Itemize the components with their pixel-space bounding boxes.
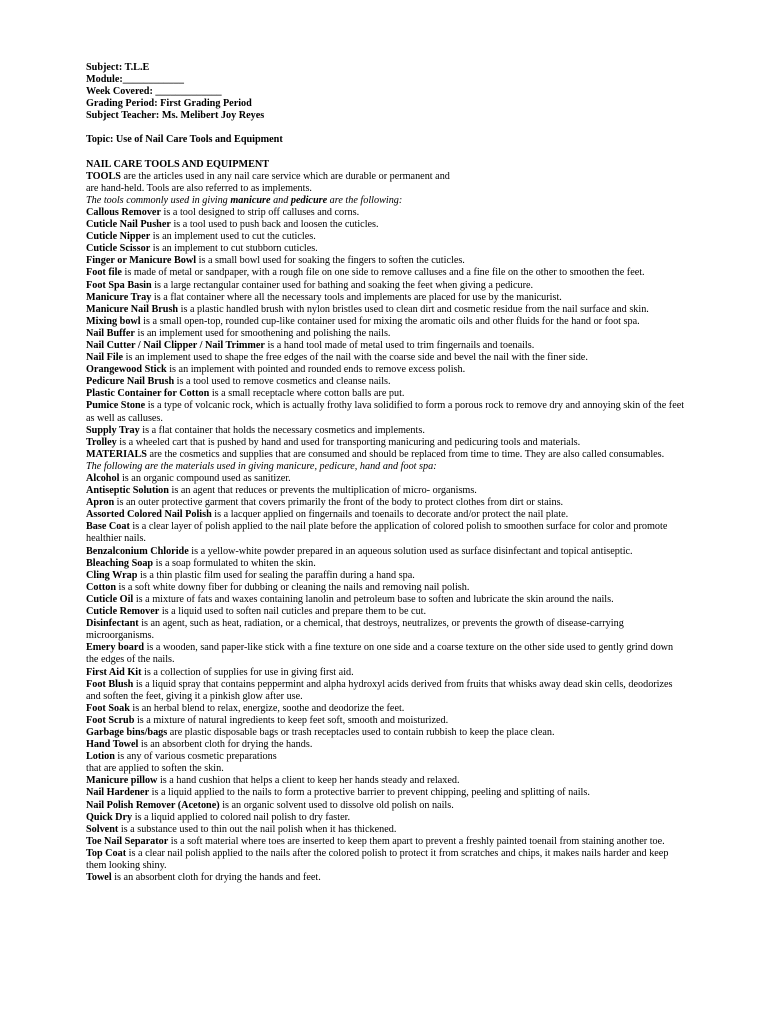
tool-entry-text: is an implement used to cut the cuticles. (150, 231, 316, 243)
material-entry-text: is a lacquer applied on fingernails and toenails to decorate and/or protect the nail plate. (211, 509, 569, 521)
tool-entry-term: Pumice Stone (86, 400, 146, 412)
tool-entry-text: is an implement used to shape the free edges of the nail with the coarse side and bevel the nail with the finer side. (123, 352, 588, 364)
material-entry (86, 667, 688, 679)
tool-entry (86, 243, 688, 255)
tools-intro-mid: and (270, 194, 291, 206)
tool-entry (86, 425, 688, 437)
tools-definition-continued: are hand-held. Tools are also referred to as implements. (86, 182, 312, 194)
tool-entry-term: Nail Buffer (86, 327, 135, 339)
material-entry-text: is a mixture of fats and waxes containing lanolin and petroleum base to soften and lubricate the skin around the nails. (133, 593, 614, 605)
tool-entry (86, 400, 688, 424)
materials-intro: The following are the materials used in giving manicure, pedicure, hand and foot spa: (86, 460, 437, 472)
material-entry (86, 594, 688, 606)
subject-teacher-line: Subject Teacher: Ms. Melibert Joy Reyes (86, 110, 265, 122)
tool-entry (86, 267, 688, 279)
material-entry-text: is a wooden, sand paper-like stick with a fine texture on one side and a coarse texture on the other side used to gently grind down the edges of the nails. (86, 642, 674, 666)
tool-entry-term: Manicure Nail Brush (86, 303, 179, 315)
tool-entry (86, 388, 688, 400)
tool-entry-term: Finger or Manicure Bowl (86, 255, 197, 267)
material-entry-term: Top Coat (86, 847, 127, 859)
material-entry-term: Nail Hardener (86, 787, 150, 799)
material-entry-term: Assorted Colored Nail Polish (86, 509, 212, 521)
tools-intro-manicure: manicure (230, 194, 271, 206)
material-entry-text: is an absorbent cloth for drying the hands. (138, 739, 313, 751)
tool-entry-term: Pedicure Nail Brush (86, 376, 175, 388)
tool-entry-text: is a plastic handled brush with nylon bristles used to clean dirt and cosmetic residue from the nail surface and skin. (178, 303, 649, 315)
material-entry (86, 824, 688, 836)
material-entry (86, 497, 688, 509)
material-entry (86, 836, 688, 848)
material-entry-text: is a yellow-white powder prepared in an aqueous solution used as surface disinfectant and topical antiseptic. (188, 545, 633, 557)
tools-list (86, 207, 688, 449)
tool-entry (86, 207, 688, 219)
tool-entry-term: Trolley (86, 436, 117, 448)
material-entry-text: is a liquid used to soften nail cuticles and prepare them to be cut. (159, 606, 427, 618)
tool-entry-text: is a large rectangular container used for bathing and soaking the feet when giving a pedicure. (151, 279, 534, 291)
tool-entry (86, 437, 688, 449)
tool-entry-text: is a small bowl used for soaking the fingers to soften the cuticles. (196, 255, 465, 267)
material-entry (86, 727, 688, 739)
tool-entry-text: is a small receptacle where cotton balls are put. (209, 388, 405, 400)
material-entry (86, 582, 688, 594)
material-entry (86, 775, 688, 787)
tool-entry-term: Foot Spa Basin (86, 279, 152, 291)
material-entry (86, 546, 688, 558)
material-entry (86, 812, 688, 824)
material-entry (86, 787, 688, 799)
material-entry (86, 800, 688, 812)
material-entry (86, 485, 688, 497)
tool-entry-text: is a hand tool made of metal used to trim fingernails and toenails. (264, 339, 535, 351)
tool-entry-term: Plastic Container for Cotton (86, 388, 210, 400)
material-entry (86, 509, 688, 521)
tools-definition-text: are the articles used in any nail care service which are durable or permanent and (120, 170, 450, 182)
material-entry-term: Cuticle Oil (86, 593, 134, 605)
material-entry-term: Bleaching Soap (86, 557, 154, 569)
material-entry (86, 715, 688, 727)
material-entry-text: is a soap formulated to whiten the skin. (153, 557, 316, 569)
material-entry-text: is an absorbent cloth for drying the hands and feet. (111, 872, 321, 884)
tools-intro-pedicure: pedicure (290, 194, 328, 206)
tools-intro-post: are the following: (327, 194, 403, 206)
week-covered-line: Week Covered: _____________ (86, 86, 222, 98)
tool-entry-text: is a flat container where all the necessary tools and implements are placed for use by the manicurist. (151, 291, 562, 303)
subject-line: Subject: T.L.E (86, 62, 150, 73)
tool-entry-term: Callous Remover (86, 206, 161, 218)
material-entry (86, 558, 688, 570)
tool-entry-term: Nail File (86, 352, 124, 364)
material-entry (86, 703, 688, 715)
tool-entry-term: Nail Cutter / Nail Clipper / Nail Trimmer (86, 339, 265, 351)
material-entry-term: Benzalconium Chloride (86, 545, 189, 557)
material-entry-term: Foot Scrub (86, 714, 135, 726)
tool-entry-text: is a tool used to remove cosmetics and cleanse nails. (174, 376, 391, 388)
module-line: Module:____________ (86, 74, 184, 86)
material-entry (86, 679, 688, 703)
material-entry-text: is a thin plastic film used for sealing the paraffin during a hand spa. (137, 569, 415, 581)
material-entry-term: Solvent (86, 823, 119, 835)
material-entry (86, 521, 688, 545)
material-entry-term: Foot Blush (86, 678, 134, 690)
material-entry-text: is a liquid applied to the nails to form a protective barrier to prevent chipping, peeling and splitting of nails. (149, 787, 590, 799)
tool-entry (86, 304, 688, 316)
material-entry-text: is a hand cushion that helps a client to keep her hands steady and relaxed. (157, 775, 460, 787)
tool-entry-term: Supply Tray (86, 424, 140, 436)
tool-entry-term: Orangewood Stick (86, 364, 167, 376)
material-entry-term: First Aid Kit (86, 666, 142, 678)
material-entry-term: Hand Towel (86, 739, 139, 751)
material-entry (86, 739, 688, 751)
material-entry-term: Disinfectant (86, 618, 139, 630)
material-entry-continued: that are applied to soften the skin. (86, 763, 224, 775)
material-entry-text: is an herbal blend to relax, energize, soothe and deodorize the feet. (129, 702, 405, 714)
tool-entry (86, 292, 688, 304)
material-entry (86, 642, 688, 666)
tool-entry (86, 376, 688, 388)
tool-entry-text: is a type of volcanic rock, which is actually frothy lava solidified to form a porous rock to remove dry and annoying skin of the feet as well as calluses. (86, 400, 685, 424)
materials-term: MATERIALS (86, 448, 147, 460)
tool-entry (86, 352, 688, 364)
material-entry-text: is an agent that reduces or prevents the multiplication of micro- organisms. (168, 485, 477, 497)
material-entry-text: is any of various cosmetic preparations (114, 751, 277, 763)
tool-entry (86, 280, 688, 292)
tool-entry-text: is made of metal or sandpaper, with a rough file on one side to remove calluses and a fine file on the other to smoothen the feet. (121, 267, 645, 279)
tool-entry-term: Cuticle Scissor (86, 243, 151, 255)
tool-entry-text: is an implement with pointed and rounded ends to remove excess polish. (166, 364, 466, 376)
tool-entry (86, 364, 688, 376)
spacer (86, 147, 688, 159)
tool-entry-text: is a small open-top, rounded cup-like container used for mixing the aromatic oils and other fluids for the hand or foot spa. (140, 315, 640, 327)
material-entry-text: is a substance used to thin out the nail polish when it has thickened. (118, 823, 397, 835)
tool-entry (86, 255, 688, 267)
material-entry-text: is a soft material where toes are inserted to keep them apart to prevent a freshly painted toenail from staining another toe. (168, 835, 665, 847)
tools-intro (86, 195, 688, 207)
material-entry-term: Toe Nail Separator (86, 835, 169, 847)
material-entry (86, 570, 688, 582)
tool-entry-text: is a tool used to push back and loosen the cuticles. (170, 219, 379, 231)
material-entry-term: Manicure pillow (86, 775, 158, 787)
tool-entry (86, 328, 688, 340)
material-entry-term: Base Coat (86, 521, 130, 533)
material-entry-text: is an outer protective garment that covers primarily the front of the body to protect clothes from dirt or stains. (114, 497, 564, 509)
tool-entry-term: Cuticle Nipper (86, 231, 151, 243)
material-entry (86, 848, 688, 872)
materials-definition (86, 449, 688, 461)
material-entry-text: is a liquid spray that contains peppermint and alpha hydroxyl acids derived from fruits that whisks away dead skin cells, deodorizes and soften the feet, giving it a pinkish glow after use. (86, 678, 673, 702)
material-entry-term: Quick Dry (86, 811, 133, 823)
tool-entry (86, 231, 688, 243)
tools-definition (86, 171, 688, 183)
material-entry-text: is an organic compound used as sanitizer. (119, 473, 291, 484)
material-entry-term: Apron (86, 497, 115, 509)
tool-entry (86, 219, 688, 231)
material-entry (86, 606, 688, 618)
material-entry-text: is a liquid applied to colored nail polish to dry faster. (132, 811, 350, 823)
material-entry-text: are plastic disposable bags or trash receptacles used to contain rubbish to keep the place clean. (167, 726, 555, 738)
material-entry-term: Cling Wrap (86, 569, 138, 581)
material-entry (86, 872, 688, 884)
material-entry-text: is a clear layer of polish applied to the nail plate before the application of colored polish to smoothen surface for color and promote healthier nails. (86, 521, 668, 545)
section-title: NAIL CARE TOOLS AND EQUIPMENT (86, 158, 270, 170)
material-entry-text: is a collection of supplies for use in giving first aid. (141, 666, 354, 678)
material-entry-term: Antiseptic Solution (86, 485, 169, 497)
material-entry-term: Alcohol (86, 473, 120, 484)
material-entry-text: is an organic solvent used to dissolve old polish on nails. (219, 799, 454, 811)
material-entry-term: Foot Soak (86, 702, 130, 714)
tool-entry (86, 340, 688, 352)
material-entry-text: is an agent, such as heat, radiation, or a chemical, that destroys, neutralizes, or prevents the growth of disease-carrying microorganisms. (86, 618, 624, 642)
material-entry (86, 618, 688, 642)
materials-list (86, 473, 688, 884)
tool-entry-text: is a wheeled cart that is pushed by hand and used for transporting manicuring and pedicuring tools and materials. (116, 436, 581, 448)
material-entry-term: Lotion (86, 751, 115, 763)
tool-entry-text: is an implement used for smoothening and polishing the nails. (134, 327, 391, 339)
tool-entry-term: Mixing bowl (86, 315, 141, 327)
tool-entry-term: Foot file (86, 267, 122, 279)
material-entry (86, 473, 688, 485)
material-entry-term: Towel (86, 872, 112, 884)
tool-entry-text: is a tool designed to strip off calluses and corns. (160, 206, 360, 218)
material-entry (86, 751, 688, 763)
material-entry-term: Emery board (86, 642, 145, 654)
grading-period-line: Grading Period: First Grading Period (86, 98, 252, 110)
material-entry-text: is a mixture of natural ingredients to keep feet soft, smooth and moisturized. (134, 714, 449, 726)
materials-definition-text: are the cosmetics and supplies that are consumed and should be replaced from time to time. They are also called consumables. (146, 448, 665, 460)
tools-intro-pre: The tools commonly used in giving (86, 194, 231, 206)
tool-entry-term: Manicure Tray (86, 291, 152, 303)
material-entry-term: Garbage bins/bags (86, 726, 168, 738)
tool-entry-term: Cuticle Nail Pusher (86, 219, 171, 231)
tool-entry (86, 316, 688, 328)
tool-entry-text: is a flat container that holds the necessary cosmetics and implements. (139, 424, 425, 436)
material-entry-text: is a clear nail polish applied to the nails after the colored polish to protect it from scratches and chips, it makes nails harder and keep them looking shiny. (86, 847, 669, 871)
material-entry-term: Cuticle Remover (86, 606, 160, 618)
tools-term: TOOLS (86, 170, 121, 182)
spacer (86, 122, 688, 134)
material-entry-text: is a soft white downy fiber for dubbing or cleaning the nails and removing nail polish. (116, 581, 470, 593)
material-entry-term: Nail Polish Remover (Acetone) (86, 799, 220, 811)
tool-entry-text: is an implement to cut stubborn cuticles. (150, 243, 318, 255)
topic-line: Topic: Use of Nail Care Tools and Equipment (86, 134, 283, 146)
material-entry-term: Cotton (86, 581, 116, 593)
